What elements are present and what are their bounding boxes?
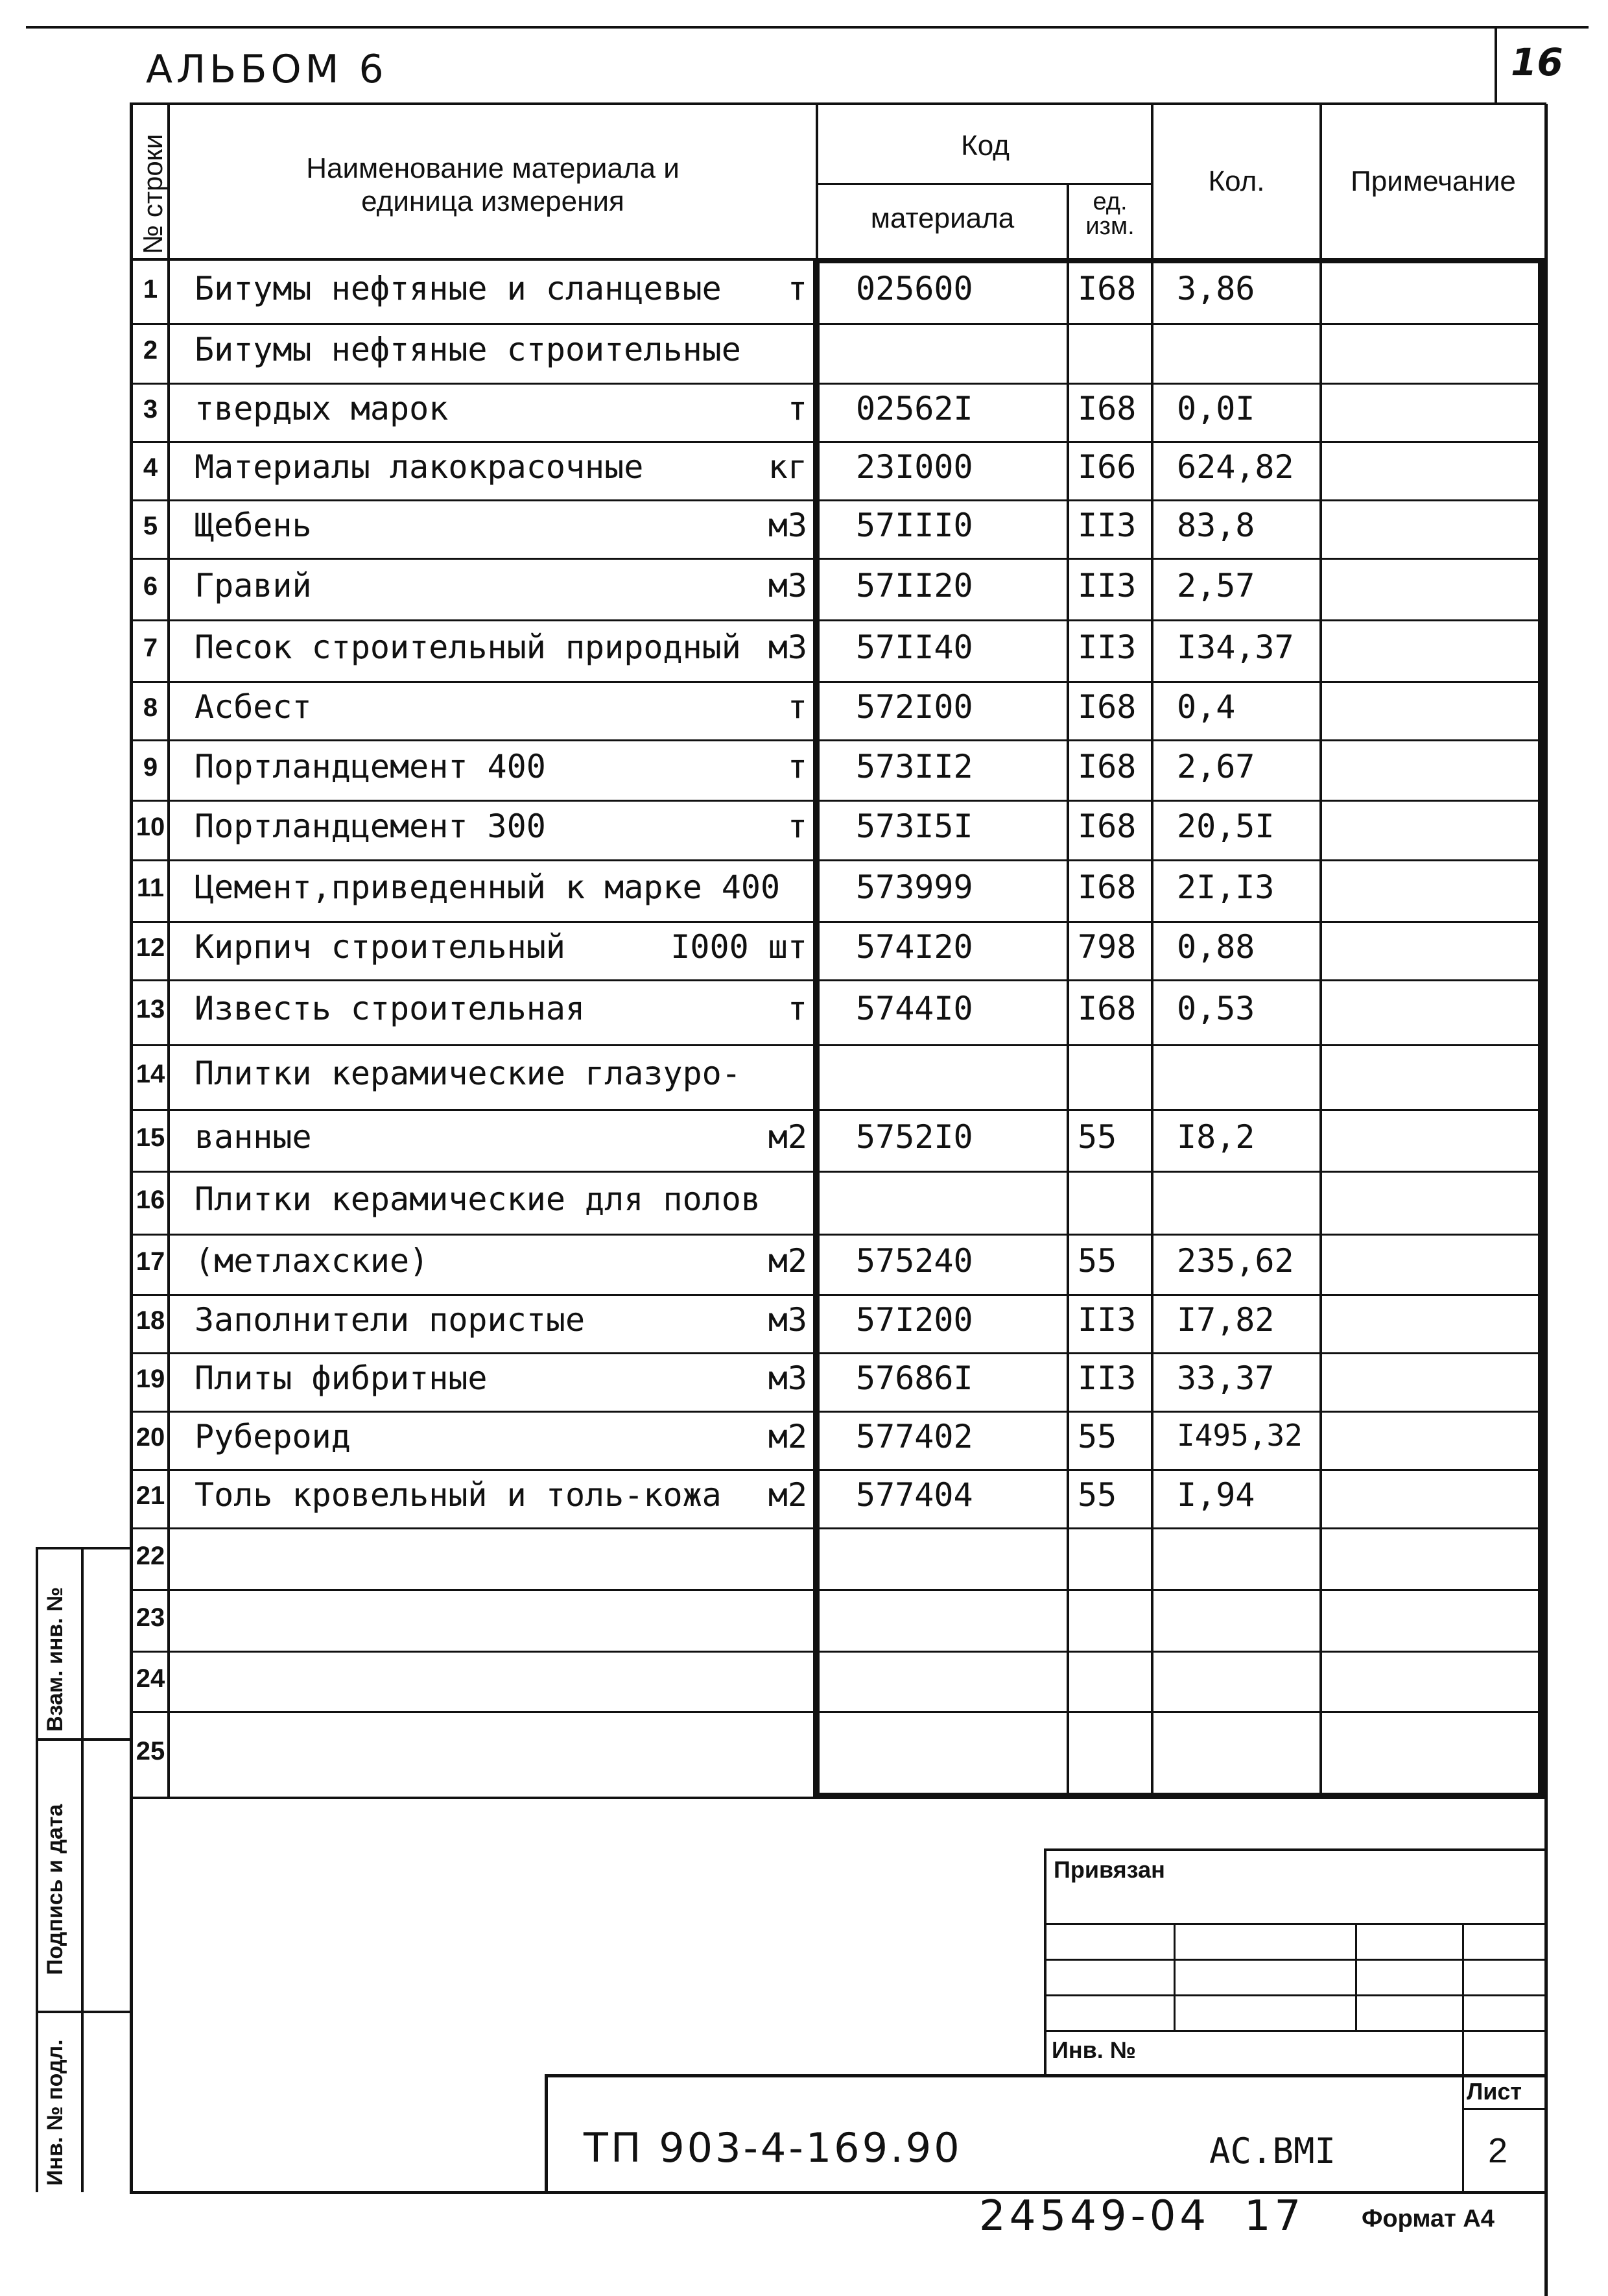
material-unit: т xyxy=(787,807,807,845)
row-number: 8 xyxy=(143,693,158,722)
note-header: Примечание xyxy=(1351,165,1516,197)
row-separator xyxy=(130,1711,1543,1713)
bottom-frame-line xyxy=(130,2191,1546,2194)
row-number: 13 xyxy=(136,995,165,1023)
unit-code: I68 xyxy=(1078,868,1137,906)
quantity: 624,82 xyxy=(1177,448,1294,486)
row-number: 12 xyxy=(136,933,165,962)
unit-code: 55 xyxy=(1078,1476,1117,1514)
material-name: Толь кровельный и толь-кожа xyxy=(195,1476,722,1514)
material-name: Цемент,приведенный к марке 400 xyxy=(195,868,781,906)
row-separator xyxy=(130,1109,1543,1111)
col-line-qty xyxy=(1151,104,1153,1798)
album-title: АЛЬБОМ 6 xyxy=(146,47,388,92)
unit-code: 798 xyxy=(1078,928,1137,966)
unit-code: I68 xyxy=(1078,807,1137,845)
document-code: ТП 903-4-169.90 xyxy=(584,2124,962,2171)
row-number: 3 xyxy=(143,395,158,424)
material-name: Асбест xyxy=(195,688,312,726)
unit-code: II3 xyxy=(1078,1359,1137,1397)
material-name: Кирпич строительный xyxy=(195,928,565,966)
material-unit: м3 xyxy=(768,1359,807,1397)
side-col-mid xyxy=(81,1547,84,2192)
unit-code-subheader: ед. изм. xyxy=(1085,188,1135,240)
quantity: 83,8 xyxy=(1177,507,1255,544)
row-number: 14 xyxy=(136,1060,165,1088)
material-unit: т xyxy=(787,990,807,1027)
row-separator xyxy=(130,499,1543,501)
row-number: 21 xyxy=(136,1481,165,1510)
row-separator xyxy=(130,1294,1543,1296)
material-name: Щебень xyxy=(195,507,312,544)
unit-code: 55 xyxy=(1078,1418,1117,1455)
row-number: 20 xyxy=(136,1423,165,1452)
side-row-1 xyxy=(36,1547,133,1549)
material-code: 57686I xyxy=(856,1359,973,1397)
sheet-value: 2 xyxy=(1488,2131,1508,2170)
material-name: Портландцемент 400 xyxy=(195,748,546,785)
material-name: ванные xyxy=(195,1118,312,1156)
unit-code: II3 xyxy=(1078,507,1137,544)
row-separator xyxy=(130,1234,1543,1236)
tb-line-3 xyxy=(1044,1994,1546,1996)
quantity: 0,0I xyxy=(1177,390,1255,427)
unit-code: 55 xyxy=(1078,1118,1117,1156)
row-separator xyxy=(130,739,1543,741)
corner-sheet-number: 16 xyxy=(1511,40,1563,84)
row-separator xyxy=(130,383,1543,385)
unit-code: I68 xyxy=(1078,748,1137,785)
unit-code: I68 xyxy=(1078,990,1137,1027)
material-code: 57II40 xyxy=(856,628,973,666)
quantity: 20,5I xyxy=(1177,807,1275,845)
material-name: Битумы нефтяные и сланцевые xyxy=(195,270,722,307)
row-separator xyxy=(130,921,1543,923)
tb-line-1 xyxy=(1044,1923,1546,1925)
privyazan-label: Привязан xyxy=(1054,1856,1165,1883)
material-code: 23I000 xyxy=(856,448,973,486)
quantity: 0,4 xyxy=(1177,688,1236,726)
material-code: 02562I xyxy=(856,390,973,427)
row-number: 6 xyxy=(143,572,158,601)
inv-no-label: Инв. № xyxy=(1052,2037,1136,2063)
material-unit: м2 xyxy=(768,1418,807,1455)
unit-code: II3 xyxy=(1078,628,1137,666)
material-name: Материалы лакокрасочные xyxy=(195,448,644,486)
material-code: 577404 xyxy=(856,1476,973,1514)
quantity: I7,82 xyxy=(1177,1301,1275,1339)
tb-line-2 xyxy=(1044,1959,1546,1961)
material-code: 57III0 xyxy=(856,507,973,544)
top-border xyxy=(26,26,1589,29)
material-name: Рубероид xyxy=(195,1418,351,1455)
row-number: 4 xyxy=(143,453,158,482)
row-separator xyxy=(130,323,1543,325)
row-number: 23 xyxy=(136,1603,165,1632)
material-code: 577402 xyxy=(856,1418,973,1455)
material-unit: м2 xyxy=(768,1118,807,1156)
qty-header: Кол. xyxy=(1208,165,1265,197)
material-code: 574I20 xyxy=(856,928,973,966)
row-number: 2 xyxy=(143,336,158,365)
material-unit: м2 xyxy=(768,1242,807,1280)
quantity: 2I,I3 xyxy=(1177,868,1275,906)
material-unit: кг xyxy=(768,448,807,486)
tb-vline-3 xyxy=(1462,1923,1464,2192)
row-separator xyxy=(130,979,1543,981)
material-name: Гравий xyxy=(195,567,312,604)
row-separator xyxy=(130,859,1543,861)
material-code: 5752I0 xyxy=(856,1118,973,1156)
quantity: I495,32 xyxy=(1177,1418,1303,1453)
row-number: 11 xyxy=(136,874,165,902)
row-separator xyxy=(130,1352,1543,1354)
quantity: 33,37 xyxy=(1177,1359,1275,1397)
privyazan-top xyxy=(1044,1848,1546,1851)
doc-box-top xyxy=(545,2074,1546,2077)
side-label-podpis: Подпись и дата xyxy=(43,1804,67,1975)
row-separator xyxy=(130,1044,1543,1046)
material-code: 573999 xyxy=(856,868,973,906)
row-number: 7 xyxy=(143,634,158,662)
right-frame-line xyxy=(1544,104,1548,2296)
material-name: Битумы нефтяные строительные xyxy=(195,331,741,368)
left-frame-line xyxy=(130,104,133,2192)
side-col-left xyxy=(36,1547,38,2192)
tb-line-4 xyxy=(1044,2030,1546,2032)
quantity: 0,88 xyxy=(1177,928,1255,966)
row-separator xyxy=(130,800,1543,802)
material-name: Плитки керамические для полов xyxy=(195,1180,761,1218)
material-unit: м3 xyxy=(768,507,807,544)
quantity: I8,2 xyxy=(1177,1118,1255,1156)
row-number: 18 xyxy=(136,1306,165,1335)
row-number: 15 xyxy=(136,1123,165,1152)
corner-divider xyxy=(1495,26,1497,104)
row-separator xyxy=(130,1651,1543,1653)
row-number: 10 xyxy=(136,813,165,841)
row-number: 22 xyxy=(136,1542,165,1570)
material-code: 5744I0 xyxy=(856,990,973,1027)
row-number: 1 xyxy=(143,275,158,304)
thick-code-left xyxy=(813,261,820,1799)
unit-code: II3 xyxy=(1078,567,1137,604)
sheet-label-line xyxy=(1462,2108,1546,2110)
unit-code: 55 xyxy=(1078,1242,1117,1280)
material-code: 57II20 xyxy=(856,567,973,604)
row-number-header-text: № строки xyxy=(137,134,168,254)
row-separator xyxy=(130,619,1543,621)
material-name: твердых марок xyxy=(195,390,449,427)
row-separator xyxy=(130,1411,1543,1413)
row-number: 24 xyxy=(136,1664,165,1693)
quantity: I,94 xyxy=(1177,1476,1255,1514)
thick-bottom xyxy=(813,1793,1544,1799)
privyazan-left xyxy=(1044,1848,1046,2075)
material-code: 025600 xyxy=(856,270,973,307)
code-subheader-line xyxy=(816,183,1153,185)
material-unit: м3 xyxy=(768,1301,807,1339)
tb-vline-2 xyxy=(1355,1923,1357,2030)
row-number: 19 xyxy=(136,1365,165,1393)
name-header: Наименование материала и единица измерения xyxy=(306,152,680,217)
row-number: 16 xyxy=(136,1186,165,1214)
unit-code: I68 xyxy=(1078,688,1137,726)
row-number: 5 xyxy=(143,512,158,540)
material-name: Заполнители пористые xyxy=(195,1301,585,1339)
quantity: 235,62 xyxy=(1177,1242,1294,1280)
quantity: 2,57 xyxy=(1177,567,1255,604)
material-name: Портландцемент 300 xyxy=(195,807,546,845)
unit-code: I68 xyxy=(1078,390,1137,427)
code-header: Код xyxy=(961,130,1010,161)
thick-top xyxy=(813,258,1544,263)
side-label-vzam: Взам. инв. № xyxy=(43,1586,67,1732)
unit-code: II3 xyxy=(1078,1301,1137,1339)
format-label: Формат А4 xyxy=(1362,2205,1495,2232)
material-name: Известь строительная xyxy=(195,990,585,1027)
unit-code: I68 xyxy=(1078,270,1137,307)
section-code: АС.ВМI xyxy=(1209,2131,1336,2171)
quantity: 2,67 xyxy=(1177,748,1255,785)
col-line-code xyxy=(816,104,818,259)
material-name: Песок строительный природный xyxy=(195,628,741,666)
material-unit: т xyxy=(787,390,807,427)
material-unit: м3 xyxy=(768,628,807,666)
material-unit: т xyxy=(787,270,807,307)
row-separator xyxy=(130,441,1543,443)
footer-number: 24549-04 17 xyxy=(979,2192,1305,2240)
row-separator xyxy=(130,1469,1543,1471)
material-code: 573II2 xyxy=(856,748,973,785)
doc-box-left xyxy=(545,2074,548,2192)
material-unit: т xyxy=(787,688,807,726)
row-separator xyxy=(130,558,1543,560)
row-separator xyxy=(130,1589,1543,1591)
row-number: 25 xyxy=(136,1737,165,1765)
header-bottom-line xyxy=(130,102,1546,105)
row-separator xyxy=(130,681,1543,683)
thick-right xyxy=(1538,261,1544,1799)
row-number: 9 xyxy=(143,753,158,782)
material-code: 575240 xyxy=(856,1242,973,1280)
quantity: I34,37 xyxy=(1177,628,1294,666)
material-unit: т xyxy=(787,748,807,785)
side-row-2 xyxy=(36,1738,133,1741)
material-unit: I000 шт xyxy=(670,928,807,966)
col-line-unit xyxy=(1067,183,1069,1798)
material-name: (метлахские) xyxy=(195,1242,429,1280)
quantity: 0,53 xyxy=(1177,990,1255,1027)
material-name: Плиты фибритные xyxy=(195,1359,488,1397)
material-code: 572I00 xyxy=(856,688,973,726)
row-separator xyxy=(130,1171,1543,1173)
unit-code: I66 xyxy=(1078,448,1137,486)
material-unit: м3 xyxy=(768,567,807,604)
material-unit: м2 xyxy=(768,1476,807,1514)
material-code: 57I200 xyxy=(856,1301,973,1339)
tb-vline-1 xyxy=(1174,1923,1176,2030)
material-subheader: материала xyxy=(870,202,1015,234)
quantity: 3,86 xyxy=(1177,270,1255,307)
side-row-3 xyxy=(36,2011,133,2013)
row-number: 17 xyxy=(136,1247,165,1276)
col-line-note xyxy=(1319,104,1322,1798)
row-separator xyxy=(130,1527,1543,1529)
sheet-label: Лист xyxy=(1467,2078,1522,2105)
material-name: Плитки керамические глазуро- xyxy=(195,1055,741,1092)
material-code: 573I5I xyxy=(856,807,973,845)
side-label-inv-podl: Инв. № подл. xyxy=(43,2039,67,2186)
